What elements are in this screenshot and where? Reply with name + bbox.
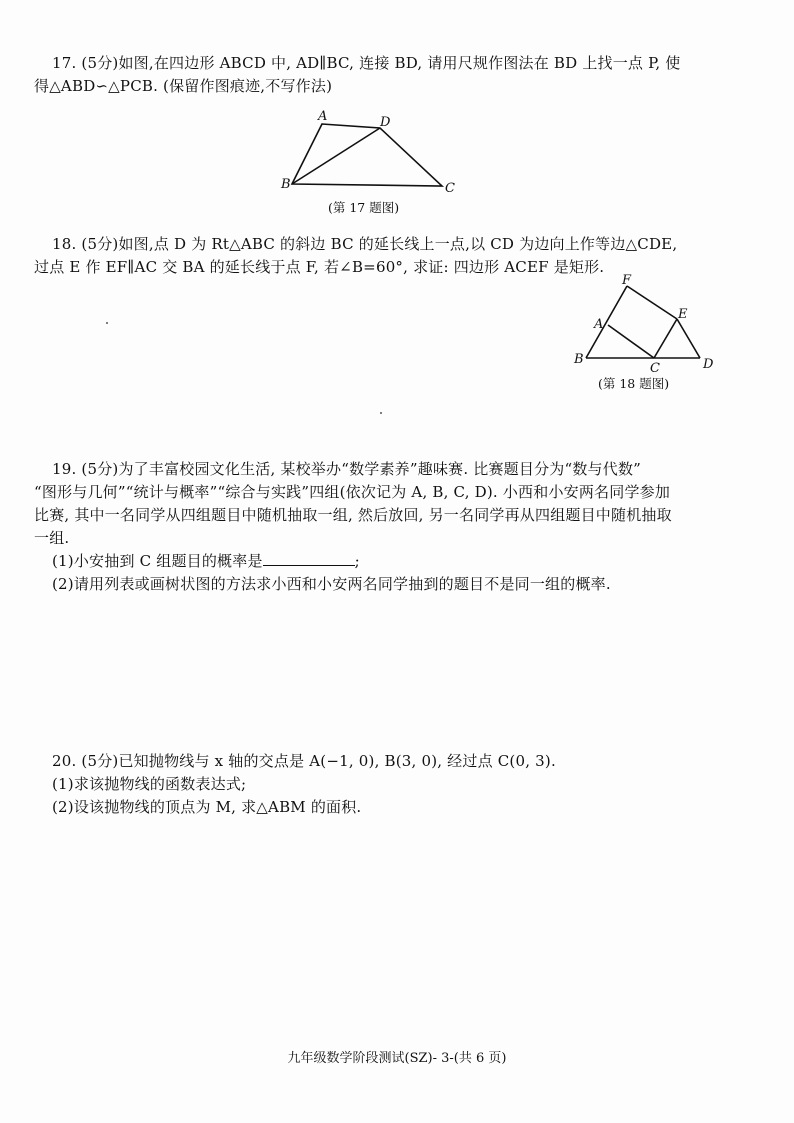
scan-speck [106, 322, 108, 324]
answer-blank[interactable] [263, 551, 355, 566]
figure-17 [270, 100, 470, 200]
question-20 [34, 750, 556, 819]
label-a: A [318, 109, 328, 124]
q18-line-2: 过点 E 作 EF∥AC 交 BA 的延长线于点 F, 若∠B=60°, 求证: 四边形 ACEF 是矩形. [34, 258, 605, 276]
q19-line-1: 19. (5分)为了丰富校园文化生活, 某校举办“数学素养”趣味赛. 比赛题目分为“数与代数” [52, 460, 642, 478]
q19-sub-1 [34, 550, 672, 573]
label-b: B [574, 352, 584, 367]
q20-sub-1: (1)求该抛物线的函数表达式; [52, 775, 247, 793]
label-c: C [650, 361, 660, 374]
segment-fe [627, 286, 677, 319]
q19-line-2: “图形与几何”“统计与概率”“综合与实践”四组(依次记为 A, B, C, D). 小西和小安两名同学参加 [34, 483, 671, 501]
q19-line-4: 一组. [34, 529, 70, 547]
label-d: D [380, 115, 391, 130]
q19-sub-1-text: (1)小安抽到 C 组题目的概率是 [52, 552, 263, 570]
figure-18-caption: (第 18 题图) [598, 376, 670, 391]
question-18 [34, 233, 677, 279]
label-c: C [445, 181, 455, 196]
label-d: D [703, 357, 714, 372]
page-footer: 九年级数学阶段测试(SZ)- 3-(共 6 页) [287, 1051, 507, 1066]
segment-ed [677, 319, 700, 358]
q17-line-1: 17. (5分)如图,在四边形 ABCD 中, AD∥BC, 连接 BD, 请用尺规作图法在 BD 上找一点 P, 使 [52, 54, 681, 72]
label-f: F [622, 274, 632, 288]
q17-line-2: 得△ABD∽△PCB. (保留作图痕迹,不写作法) [34, 77, 333, 95]
label-e: E [678, 307, 688, 322]
segment-ce [654, 319, 677, 358]
q20-line-1: 20. (5分)已知抛物线与 x 轴的交点是 A(−1, 0), B(3, 0), 经过点 C(0, 3). [52, 752, 556, 770]
q19-line-3: 比赛, 其中一名同学从四组题目中随机抽取一组, 然后放回, 另一名同学再从四组题目中随机抽取 [34, 506, 672, 524]
segment-bf [586, 286, 627, 358]
scan-speck [380, 412, 382, 414]
q19-sub-1-end: ; [354, 552, 360, 570]
label-a: A [594, 317, 604, 332]
q20-sub-2: (2)设该抛物线的顶点为 M, 求△ABM 的面积. [52, 798, 362, 816]
q19-sub-2: (2)请用列表或画树状图的方法求小西和小安两名同学抽到的题目不是同一组的概率. [52, 575, 611, 593]
quadrilateral-abcd [292, 124, 442, 186]
figure-17-caption: (第 17 题图) [328, 200, 400, 215]
label-b: B [281, 177, 291, 192]
q18-line-1: 18. (5分)如图,点 D 为 Rt△ABC 的斜边 BC 的延长线上一点,以 CD 为边向上作等边△CDE, [52, 235, 678, 253]
question-19 [34, 458, 672, 596]
question-17 [34, 52, 680, 98]
segment-ac [608, 325, 654, 358]
figure-18 [570, 274, 720, 374]
